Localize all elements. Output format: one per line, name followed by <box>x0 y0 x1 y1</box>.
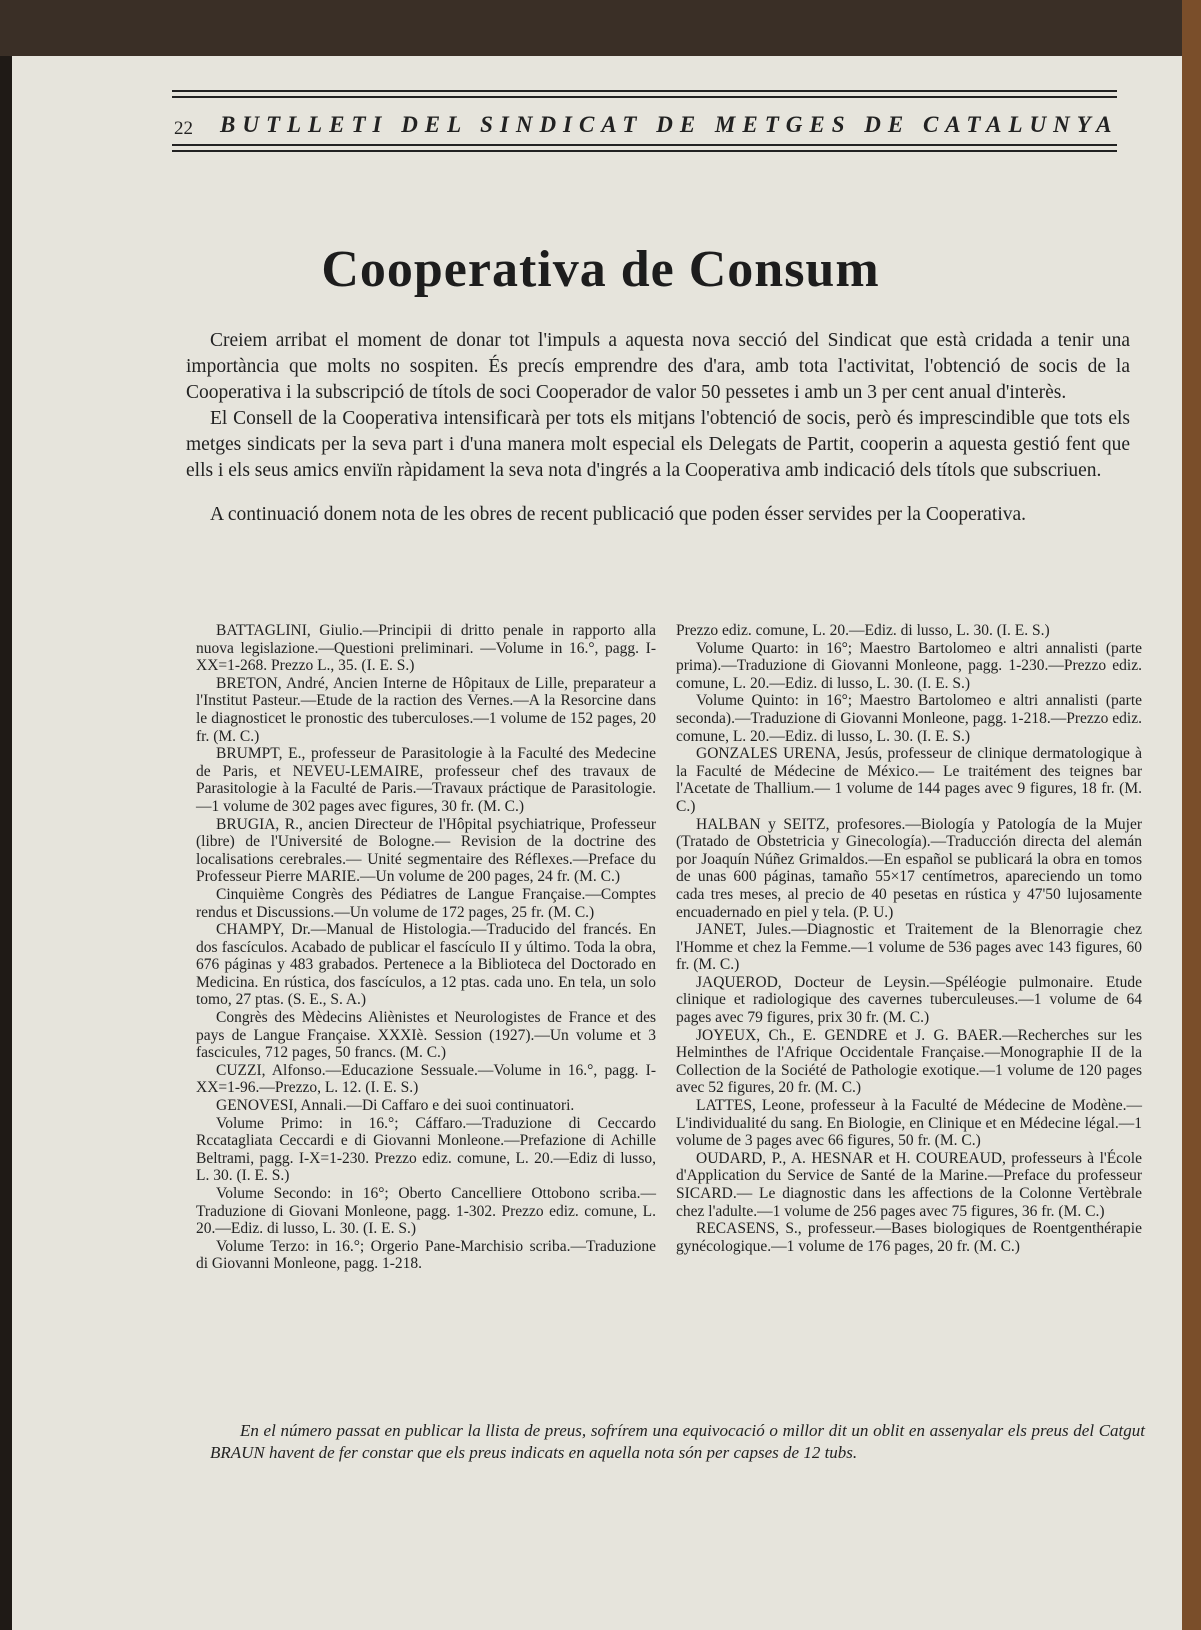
book-entry: JOYEUX, Ch., E. GENDRE et J. G. BAER.—Recherches sur les Helminthes de l'Afrique Occidentale Française.—Monographie II de la Collection de la Société de Pathologie exotique.—1 volume de 120 pages avec 52 figures, 20 fr. (M. C.) <box>676 1026 1142 1097</box>
article-intro <box>186 328 1130 528</box>
book-entry: HALBAN y SEITZ, profesores.—Biología y Patología de la Mujer (Tratado de Obstetricia y Ginecología).—Traducción directa del alemán por Joaquín Núñez Grimaldos.—En español se publicará la obra en tomos de unas 600 páginas, tamaño 55×17 centímetros, apareciendo un tomo cada tres meses, al precio de 40 pesetas en rústica y 47'50 lujosamente encuadernado en piel y tela. (P. U.) <box>676 815 1142 921</box>
book-list-right-column <box>676 622 1142 1255</box>
book-entry: BRUMPT, E., professeur de Parasitologie à la Faculté des Medecine de Paris, et NEVEU-LEMAIRE, professeur chef des travaux de Parasitologie à la Faculté de Paris.—Travaux práctique de Parasitologie.—1 volume de 302 pages avec figures, 30 fr. (M. C.) <box>196 745 656 815</box>
book-entry: Cinquième Congrès des Pédiatres de Langue Française.—Comptes rendus et Discussions.—Un volume de 172 pages, 25 fr. (M. C.) <box>196 885 656 921</box>
header-rule-bottom-2 <box>172 150 1117 152</box>
book-entry: JANET, Jules.—Diagnostic et Traitement de la Blenorragie chez l'Homme et chez la Femme.—1 volume de 536 pages avec 143 figures, 60 fr. (M. C.) <box>676 921 1142 974</box>
book-entry: CHAMPY, Dr.—Manual de Histologia.—Traducido del francés. En dos fascículos. Acabado de publicar el fascículo II y último. Toda la obra, 676 páginas y 483 grabados. Pertenece a la Biblioteca del Doctorado en Medicina. En rústica, dos fascículos, a 12 ptas. cada uno. En tela, un solo tomo, 27 ptas. (S. E., S. A.) <box>196 921 656 1009</box>
book-entry: BATTAGLINI, Giulio.—Principii di dritto penale in rapporto alla nuova legislazione.—Questioni preliminari. —Volume in 16.°, pagg. I-XX=1-268. Prezzo L., 35. (I. E. S.) <box>196 622 656 675</box>
journal-title: BUTLLETI DEL SINDICAT DE METGES DE CATALUNYA <box>220 112 1119 137</box>
book-entry: Volume Terzo: in 16.°; Orgerio Pane-Marchisio scriba.—Traduzione di Giovanni Monleone, pagg. 1-218. <box>196 1237 656 1273</box>
book-entry: Congrès des Mèdecins Aliènistes et Neurologistes de France et des pays de Langue Française. XXXIè. Session (1927).—Un volume et 3 fascicules, 712 pages, 50 francs. (M. C.) <box>196 1009 656 1062</box>
book-entry: Volume Quarto: in 16°; Maestro Bartolomeo e altri annalisti (parte prima).—Traduzione di Giovanni Monleone, pagg. 1-230.—Prezzo ediz. comune, L. 20.—Ediz. di lusso, L. 30. (I. E. S.) <box>676 639 1142 692</box>
book-entry: Prezzo ediz. comune, L. 20.—Ediz. di lusso, L. 30. (I. E. S.) <box>676 622 1050 639</box>
book-entry: Volume Quinto: in 16°; Maestro Bartolomeo e altri annalisti (parte seconda).—Traduzione di Giovanni Monleone, pagg. 1-218.—Prezzo ediz. comune, L. 20.—Ediz. di lusso, L. 30. (I. E. S.) <box>676 692 1142 745</box>
book-entry: CUZZI, Alfonso.—Educazione Sessuale.—Volume in 16.°, pagg. I-XX=1-96.—Prezzo, L. 12. (I. E. S.) <box>196 1061 656 1097</box>
book-entry: Volume Secondo: in 16°; Oberto Cancelliere Ottobono scriba.—Traduzione di Giovani Monleone, pagg. 1-302. Prezzo ediz. comune, L. 20.—Ediz. di lusso, L. 30. (I. E. S.) <box>196 1185 656 1238</box>
header-rule-top <box>172 90 1117 92</box>
book-entry: JAQUEROD, Docteur de Leysin.—Spéléogie pulmonaire. Etude clinique et radiologique des cavernes tuberculeuses.—1 volume de 64 pages avec 79 figures, prix 30 fr. (M. C.) <box>676 973 1142 1027</box>
footnote: En el número passat en publicar la llista de preus, sofrírem una equivocació o millor dit un oblit en assenyalar els preus del Catgut BRAUN havent de fer constar que els preus indicats en aquella nota són per capses de 12 tubs. <box>210 1421 1145 1462</box>
book-entry: LATTES, Leone, professeur à la Faculté de Médecine de Modène.—L'individualité du sang. En Biologie, en Clinique et en Médecine légal.—1 volume de 3 pages avec 66 figures, 50 fr. (M. C.) <box>676 1097 1142 1150</box>
book-entry: BRUGIA, R., ancien Directeur de l'Hôpital psychiatrique, Professeur (libre) de l'Université de Bologne.— Revision de la doctrine des localisations cerebrales.— Unité segmentaire des Réflexes.—Preface du Professeur Pierre MARIE.—Un volume de 200 pages, 24 fr. (M. C.) <box>196 815 656 886</box>
article-title: Cooperativa de Consum <box>321 241 880 298</box>
header-rule-top-2 <box>172 96 1117 98</box>
book-entry: OUDARD, P., A. HESNAR et H. COUREAUD, professeurs à l'École d'Application du Service de Santé de la Marine.—Preface du professeur SICARD.— Le diagnostic dans les affections de la Colonne Vertèbrale chez l'adulte.—1 volume de 256 pages avec 75 figures, 36 fr. (M. C.) <box>676 1149 1142 1220</box>
intro-paragraph: A continuació donem nota de les obres de recent publicació que poden ésser servides per la Cooperativa. <box>210 504 1027 525</box>
book-entry: BRETON, André, Ancien Interne de Hôpitaux de Lille, preparateur a l'Institut Pasteur.—Etude de la raction des Vernes.—A la Resorcine dans le diagnosticet le pronostic des tuberculoses.—1 volume de 152 pages, 20 fr. (M. C.) <box>196 674 656 745</box>
running-header <box>172 88 1117 158</box>
page-number: 22 <box>174 118 193 139</box>
book-entry: GENOVESI, Annali.—Di Caffaro e dei suoi continuatori. <box>216 1097 575 1115</box>
book-list-left-column <box>196 622 656 1273</box>
intro-paragraph: El Consell de la Cooperativa intensificarà per tots els mitjans l'obtenció de socis, però és imprescindible que tots els metges sindicats per la seva part i d'una manera molt especial els Delegats de Partit, cooperin a aquesta gestió fent que ells i els seus amics enviïn ràpidament la seva nota d'ingrés a la Cooperativa amb indicació dels títols que subscriuen. <box>186 408 1130 481</box>
book-entry: RECASENS, S., professeur.—Bases biologiques de Roentgenthérapie gynécologique.—1 volume de 176 pages, 20 fr. (M. C.) <box>676 1220 1142 1255</box>
book-entry: Volume Primo: in 16.°; Cáffaro.—Traduzione di Ceccardo Rccatagliata Ceccardi e di Giovanni Monleone.—Prefazione di Achille Beltrami, pagg. I-X=1-230. Prezzo ediz. comune, L. 20.—Ediz di lusso, L. 30. (I. E. S.) <box>196 1114 656 1185</box>
intro-paragraph: Creiem arribat el moment de donar tot l'impuls a aquesta nova secció del Sindicat que està cridada a tenir una importància que molts no sospiten. És precís emprendre des d'ara, amb tota l'activitat, l'obtenció de socis de la Cooperativa i la subscripció de títols de soci Cooperador de valor 50 pessetes i amb un 3 per cent anual d'interès. <box>186 330 1130 403</box>
header-rule-bottom <box>172 144 1117 146</box>
scan-top-edge <box>0 0 1201 56</box>
book-entry: GONZALES URENA, Jesús, professeur de clinique dermatologique à la Faculté de Médecine de México.— Le traitément des teignes bar l'Acetate de Thallium.— 1 volume de 144 pages avec 9 figures, 18 fr. (M. C.) <box>676 745 1142 815</box>
